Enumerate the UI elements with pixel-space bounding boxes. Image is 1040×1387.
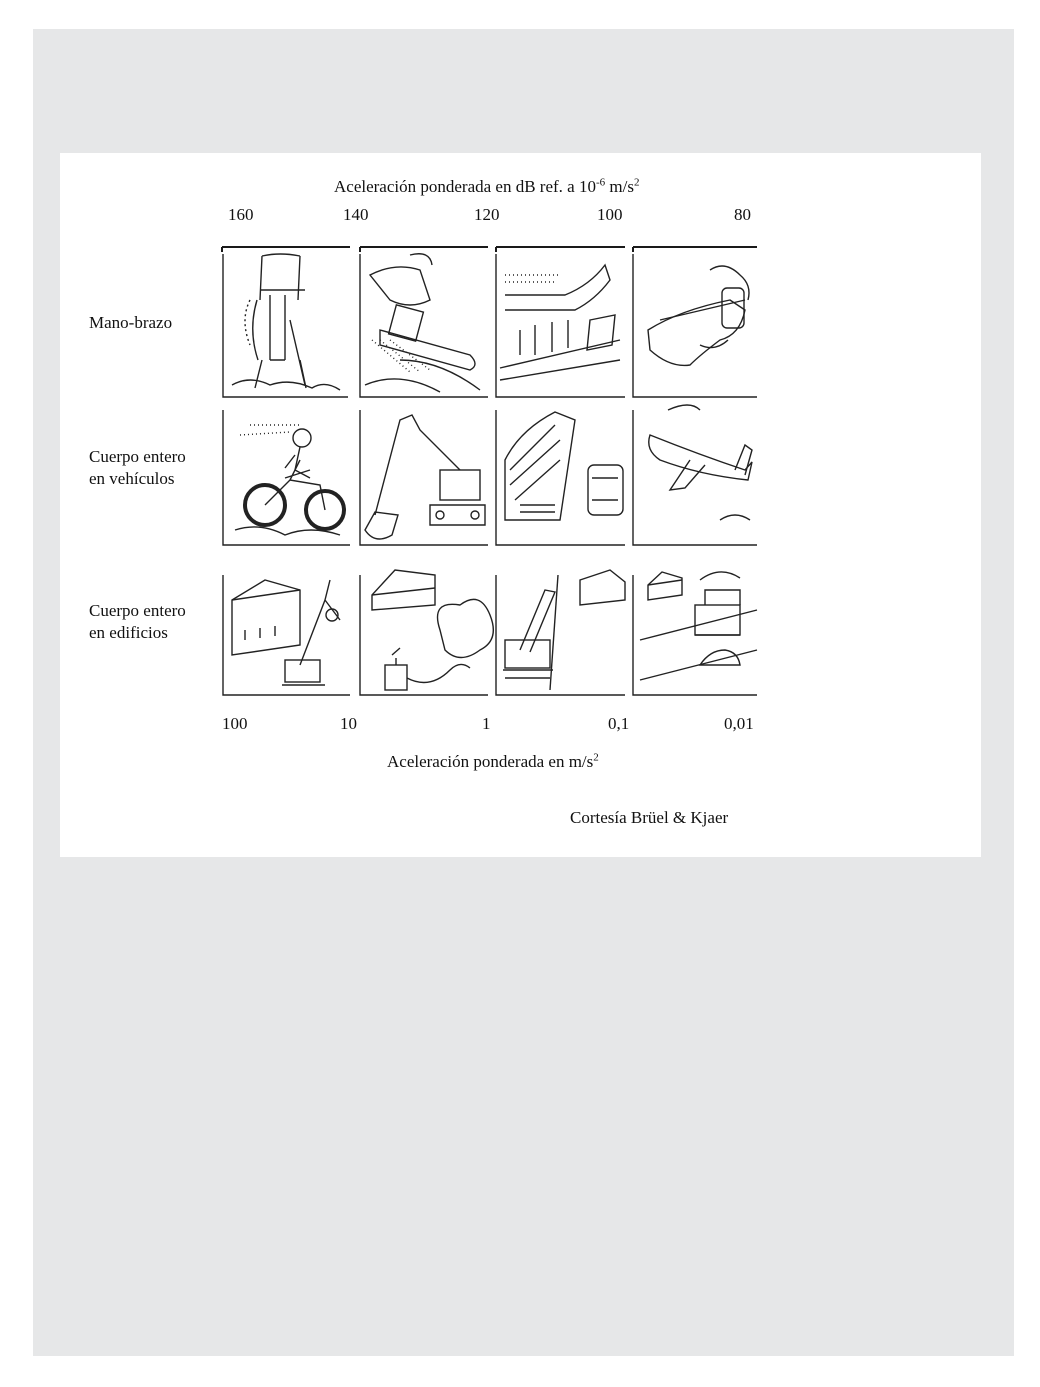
excavator-icon	[360, 410, 488, 545]
top-scale-segment	[496, 247, 625, 252]
demolition-crane-icon	[223, 575, 350, 695]
bottom-tick: 0,01	[724, 714, 754, 733]
top-axis-title: Aceleración ponderada en dB ref. a $10^{-6}$ $m/s^2$	[334, 176, 640, 196]
row-label-buildings: Cuerpo entero en edificios	[89, 601, 186, 642]
pile-driver-icon	[496, 570, 625, 695]
top-tick: 80	[734, 205, 751, 224]
bottom-tick: 100	[222, 714, 248, 733]
airplane-icon	[633, 405, 757, 545]
bottom-tick: 0,1	[608, 714, 630, 733]
top-tick: 140	[343, 205, 369, 224]
house-traffic-icon	[633, 572, 757, 695]
top-scale-segment	[360, 247, 488, 252]
drill-icon	[496, 254, 625, 397]
top-scale-segment	[222, 247, 350, 252]
top-tick: 120	[474, 205, 500, 224]
row-label-vehicles: Cuerpo entero en vehículos	[89, 447, 186, 488]
grinder-icon	[360, 254, 488, 397]
bottom-tick: 10	[340, 714, 357, 733]
bottom-tick: 1	[482, 714, 491, 733]
top-tick: 160	[228, 205, 254, 224]
top-tick: 100	[597, 205, 623, 224]
row-label-hand-arm: Mano-brazo	[89, 313, 173, 332]
house-blasting-icon	[360, 570, 493, 695]
bottom-axis-title: Aceleración ponderada en $m/s^2$	[387, 751, 599, 771]
top-scale-segment	[633, 247, 757, 252]
hand-tool-icon	[633, 254, 757, 397]
motorcycle-icon	[223, 410, 350, 545]
train-icon	[496, 410, 625, 545]
credit-text: Cortesía Brüel & Kjaer	[570, 808, 729, 827]
jackhammer-icon	[223, 254, 348, 397]
